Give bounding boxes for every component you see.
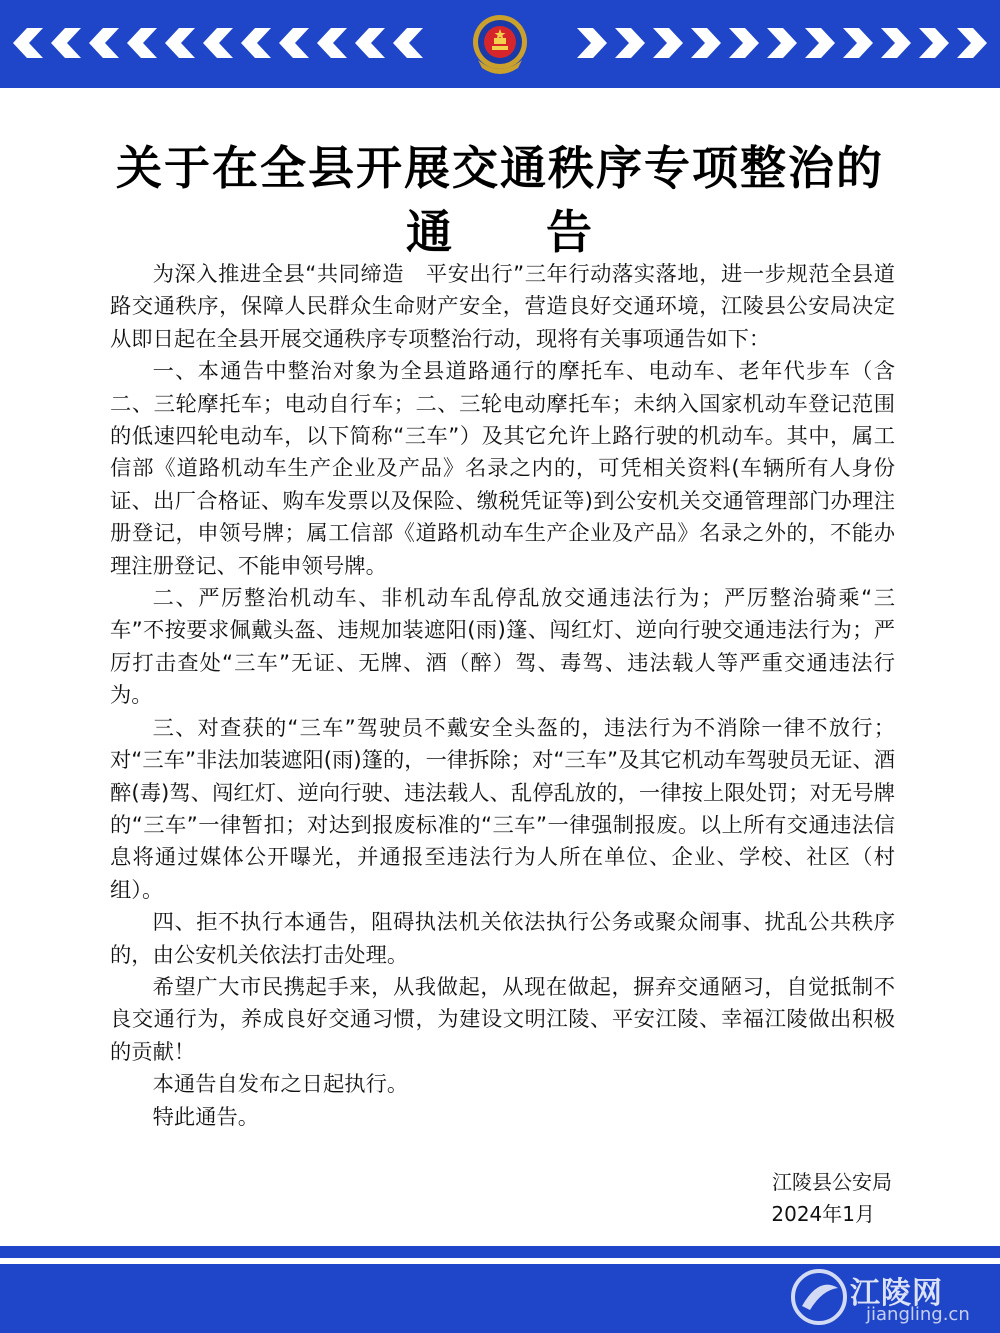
paragraph-item-2: 二、严厉整治机动车、非机动车乱停乱放交通违法行为；严厉整治骑乘“三车”不按要求佩戴头盔、违规加装遮阳(雨)篷、闯红灯、逆向行驶交通违法行为；严厉打击查处“三车”无证、无牌、酒（醉）驾、毒驾、违法载人等严重交通违法行为。 — [110, 586, 895, 709]
watermark-site-url: jiangling.cn — [866, 1304, 970, 1325]
chevron-icon — [953, 26, 989, 60]
chevron-icon — [573, 26, 609, 60]
issue-date: 2024年1月 — [771, 1202, 875, 1226]
chevron-icon — [11, 26, 47, 60]
chevron-icon — [163, 26, 199, 60]
notice-title-line1: 关于在全县开展交通秩序专项整治的 — [116, 141, 884, 195]
chevron-icon — [877, 26, 913, 60]
paragraph-intro: 为深入推进全县“共同缔造 平安出行”三年行动落实落地，进一步规范全县道路交通秩序，保障人民群众生命财产安全，营造良好交通环境，江陵县公安局决定从即日起在全县开展交通秩序专项整治行动，现将有关事项通告如下： — [110, 262, 895, 352]
chevron-icon — [239, 26, 275, 60]
chevron-icon — [277, 26, 313, 60]
chevron-icon — [87, 26, 123, 60]
police-emblem-icon — [468, 12, 532, 76]
notice-body — [110, 259, 895, 1134]
chevron-icon — [315, 26, 351, 60]
paragraph-closing: 特此通告。 — [152, 1104, 260, 1130]
left-chevron-pattern — [10, 18, 428, 68]
notice-title-line2 — [0, 196, 1000, 262]
chevron-icon — [839, 26, 875, 60]
paragraph-effective: 本通告自发布之日起执行。 — [152, 1072, 409, 1098]
title-char-gao: 告 — [546, 205, 594, 259]
chevron-icon — [763, 26, 799, 60]
chevron-icon — [725, 26, 761, 60]
bottom-stripe-thin — [0, 1246, 1000, 1258]
issuing-organization: 江陵县公安局 — [772, 1170, 892, 1194]
chevron-icon — [49, 26, 85, 60]
chevron-icon — [201, 26, 237, 60]
chevron-icon — [801, 26, 837, 60]
title-char-tong: 通 — [406, 205, 454, 259]
right-chevron-pattern — [572, 18, 990, 68]
jiangling-net-logo-icon — [788, 1266, 850, 1328]
paragraph-item-3: 三、对查获的“三车”驾驶员不戴安全头盔的，违法行为不消除一律不放行；对“三车”非法加装遮阳(雨)篷的，一律拆除；对“三车”及其它机动车驾驶员无证、酒醉(毒)驾、闯红灯、逆向行驶、违法载人、乱停乱放的，一律按上限处罚；对无号牌的“三车”一律暂扣；对达到报废标准的“三车”一律强制报废。以上所有交通违法信息将通过媒体公开曝光，并通报至违法行为人所在单位、企业、学校、社区（村组）。 — [110, 715, 895, 903]
chevron-icon — [687, 26, 723, 60]
watermark-site-name: 江陵网 — [850, 1276, 943, 1311]
chevron-icon — [915, 26, 951, 60]
paragraph-appeal: 希望广大市民携起手来，从我做起，从现在做起，摒弃交通陋习，自觉抵制不良交通行为，养成良好交通习惯，为建设文明江陵、平安江陵、幸福江陵做出积极的贡献！ — [110, 974, 895, 1065]
chevron-icon — [649, 26, 685, 60]
paragraph-item-4: 四、拒不执行本通告，阻碍执法机关依法执行公务或聚众闹事、扰乱公共秩序的，由公安机关依法打击处理。 — [110, 910, 895, 968]
site-watermark — [788, 1264, 988, 1330]
chevron-icon — [125, 26, 161, 60]
top-banner — [0, 0, 1000, 88]
paragraph-item-1: 一、本通告中整治对象为全县道路通行的摩托车、电动车、老年代步车（含二、三轮摩托车；电动自行车；二、三轮电动摩托车；未纳入国家机动车登记范围的低速四轮电动车，以下简称“三车”）及其它允许上路行驶的机动车。其中，属工信部《道路机动车生产企业及产品》名录之内的，可凭相关资料(车辆所有人身份证、出厂合格证、购车发票以及保险、缴税凭证等)到公安机关交通管理部门办理注册登记，申领号牌；属工信部《道路机动车生产企业及产品》名录之外的，不能办理注册登记、不能申领号牌。 — [110, 359, 895, 579]
chevron-icon — [611, 26, 647, 60]
chevron-icon — [391, 26, 427, 60]
chevron-icon — [353, 26, 389, 60]
